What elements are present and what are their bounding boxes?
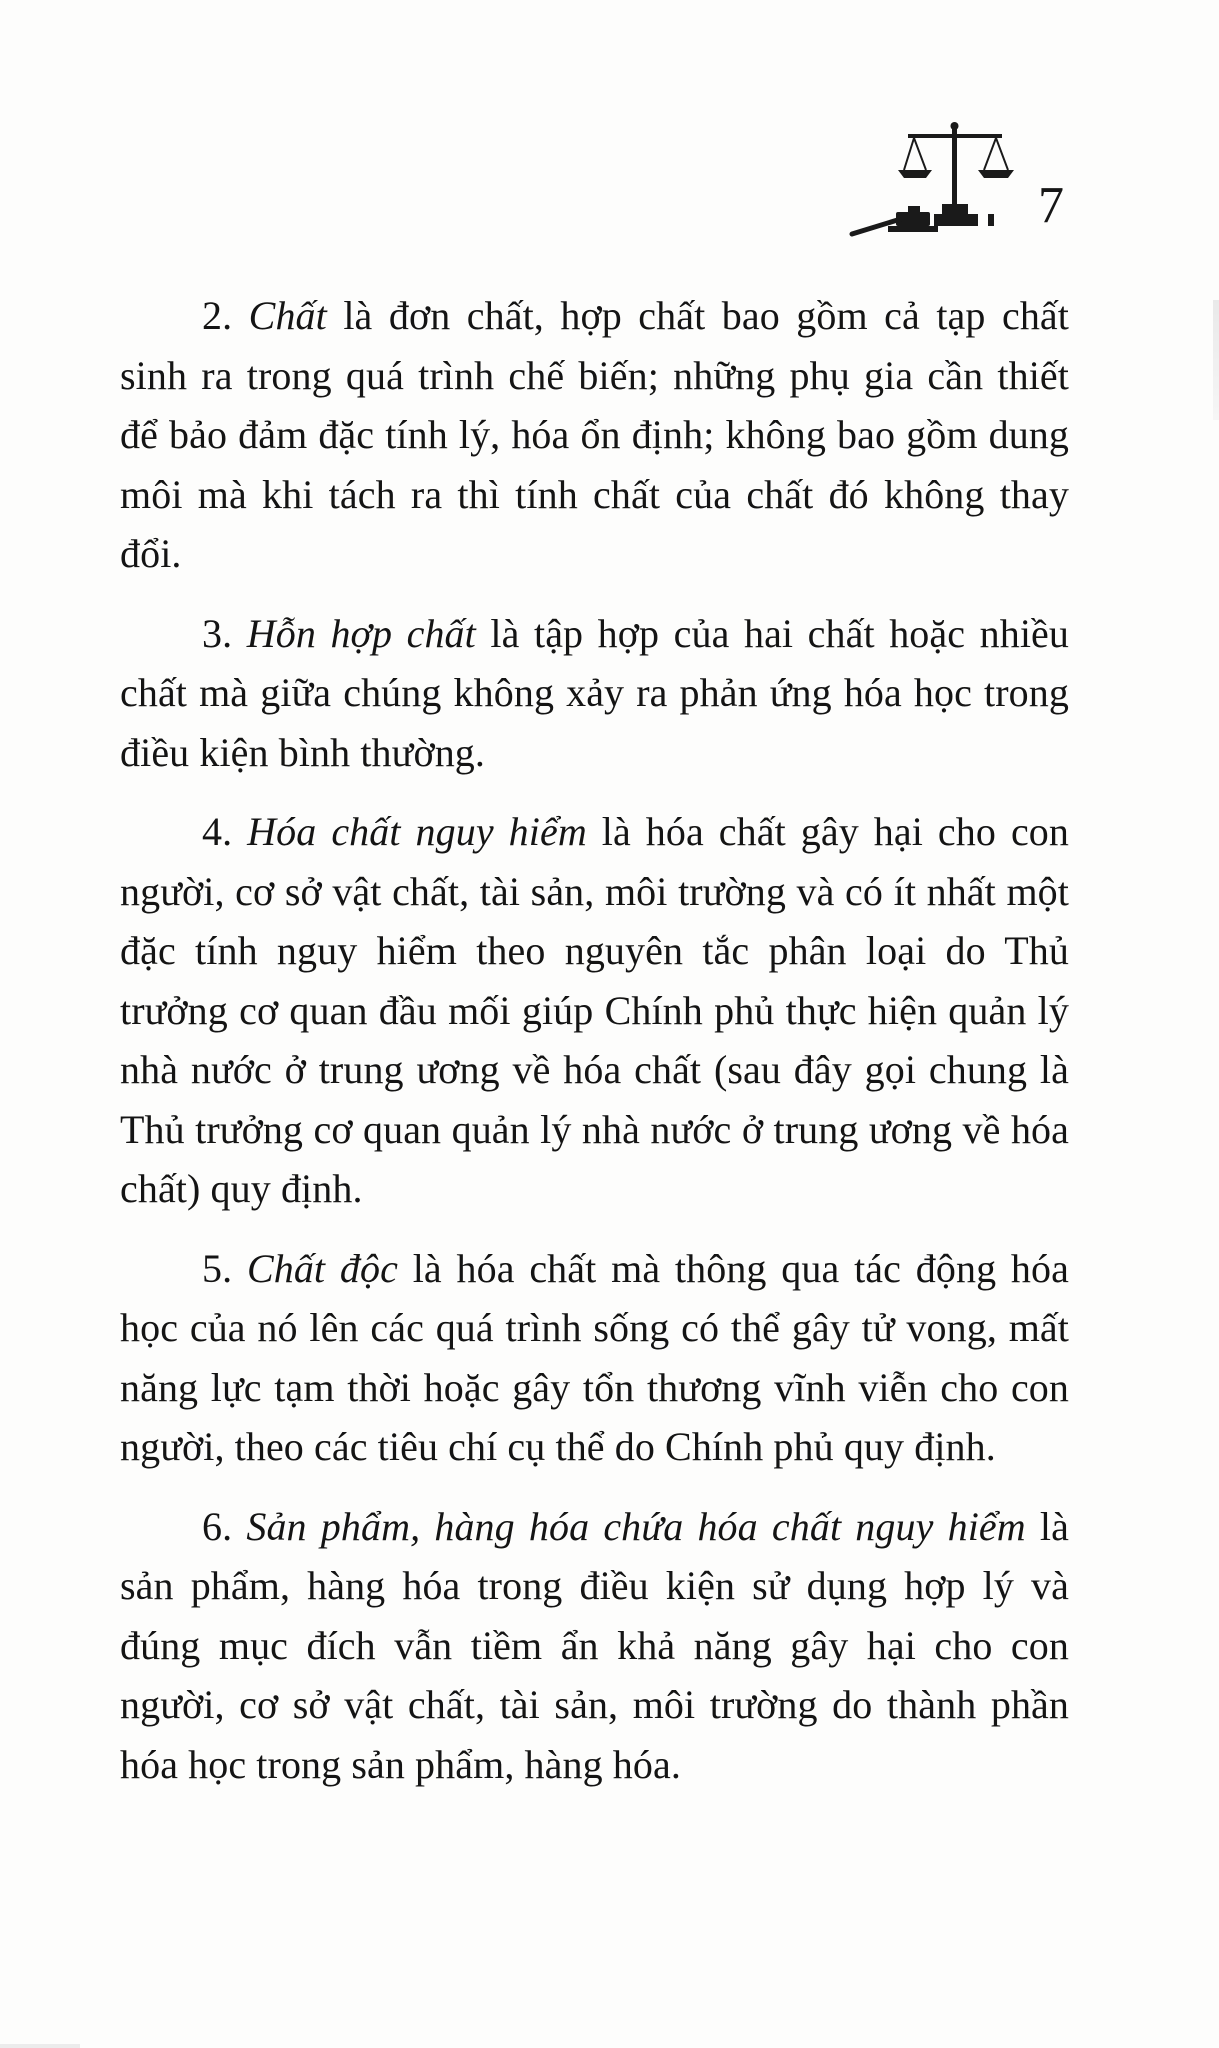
item-number: 4. <box>202 809 248 854</box>
item-number: 5. <box>202 1245 247 1291</box>
item-number: 3. <box>202 610 247 656</box>
defined-term: Hóa chất nguy hiểm <box>247 809 587 854</box>
defined-term: Hỗn hợp chất <box>246 610 476 656</box>
definition-paragraph-6 <box>120 1497 1069 1795</box>
item-number: 2. <box>202 293 249 338</box>
definition-text: là đơn chất, hợp chất bao gồm cả tạp chất sinh ra trong quá trình chế biến; những phụ gia cần thiết để bảo đảm đặc tính lý, hóa ổn định; không bao gồm dung môi mà khi tách ra thì tính chất của chất đó không thay đổi. <box>120 293 1069 576</box>
definition-paragraph-5 <box>120 1239 1069 1477</box>
page-number: 7 <box>1038 177 1064 234</box>
definition-text: là sản phẩm, hàng hóa trong điều kiện sử dụng hợp lý và đúng mục đích vẫn tiềm ẩn khả năng gây hại cho con người, cơ sở vật chất, tài sản, môi trường do thành phần hóa học trong sản phẩm, hàng hóa. <box>120 1503 1069 1787</box>
definition-paragraph-3 <box>120 604 1069 783</box>
defined-term: Chất <box>248 293 327 338</box>
definition-paragraph-4 <box>120 802 1069 1219</box>
page-content <box>120 286 1069 1814</box>
defined-term: Sản phẩm, hàng hóa chứa hóa chất nguy hiểm <box>246 1503 1026 1549</box>
definition-text: là hóa chất gây hại cho con người, cơ sở vật chất, tài sản, môi trường và có ít nhất một đặc tính nguy hiểm theo nguyên tắc phân loại do Thủ trưởng cơ quan đầu mối giúp Chính phủ thực hiện quản lý nhà nước ở trung ương về hóa chất (sau đây gọi chung là Thủ trưởng cơ quan quản lý nhà nước ở trung ương về hóa chất) quy định. <box>120 809 1069 1211</box>
defined-term: Chất độc <box>246 1245 398 1291</box>
item-number: 6. <box>202 1503 247 1549</box>
definition-paragraph-2 <box>120 286 1069 584</box>
scan-edge-shadow <box>1213 300 1219 420</box>
scan-edge-shadow <box>0 2044 80 2048</box>
definition-text: là hóa chất mà thông qua tác động hóa học của nó lên các quá trình sống có thể gây tử vong, mất năng lực tạm thời hoặc gây tổn thương vĩnh viễn cho con người, theo các tiêu chí cụ thể do Chính phủ quy định. <box>120 1245 1069 1469</box>
definition-text: là tập hợp của hai chất hoặc nhiều chất mà giữa chúng không xảy ra phản ứng hóa học trong điều kiện bình thường. <box>120 610 1069 775</box>
scales-of-justice-icon <box>848 118 1018 238</box>
